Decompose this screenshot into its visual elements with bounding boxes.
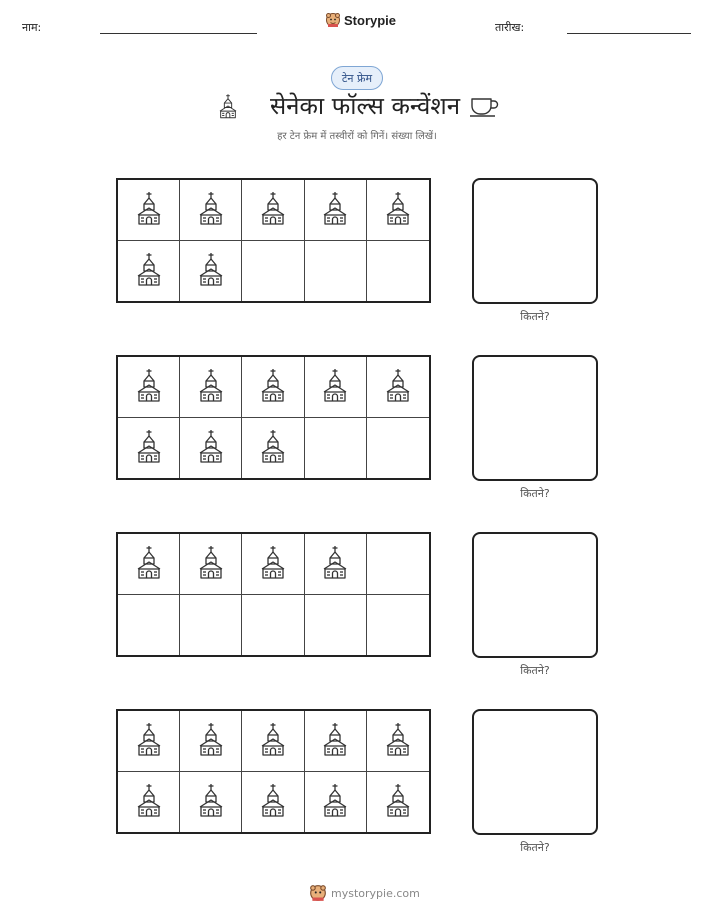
- church-icon: [383, 368, 413, 406]
- answer-box[interactable]: [472, 709, 598, 835]
- ten-frame: [116, 355, 431, 480]
- church-icon: [134, 783, 164, 821]
- church-icon: [258, 429, 288, 467]
- ten-frame-cell: [180, 241, 242, 302]
- page-title: सेनेका फॉल्स कन्वेंशन: [269, 92, 461, 120]
- ten-frame: [116, 532, 431, 657]
- ten-frame-cell: [180, 711, 242, 772]
- church-icon: [320, 191, 350, 229]
- ten-frame-cell: [305, 534, 367, 595]
- ten-frame-cell: [367, 418, 429, 479]
- ten-frame-cell: [180, 180, 242, 241]
- storypie-mascot-icon: [309, 884, 327, 902]
- ten-frame-cell: [118, 711, 180, 772]
- ten-frame-cell: [305, 241, 367, 302]
- ten-frame-cell: [367, 241, 429, 302]
- ten-frame-cell: [242, 357, 304, 418]
- answer-box[interactable]: [472, 532, 598, 658]
- ten-frame-cell: [242, 180, 304, 241]
- ten-frame-cell: [367, 180, 429, 241]
- ten-frame-cell: [242, 595, 304, 656]
- church-icon: [196, 368, 226, 406]
- ten-frame-cell: [180, 772, 242, 833]
- church-icon: [258, 722, 288, 760]
- ten-frame-cell: [242, 241, 304, 302]
- ten-frame-cell: [118, 241, 180, 302]
- church-icon: [134, 252, 164, 290]
- church-icon: [196, 429, 226, 467]
- ten-frame-cell: [242, 711, 304, 772]
- ten-frame-cell: [118, 772, 180, 833]
- ten-frame-cell: [305, 595, 367, 656]
- ten-frame: [116, 178, 431, 303]
- ten-frame: [116, 709, 431, 834]
- instructions: हर टेन फ्रेम में तस्वीरों को गिनें। संख्या लिखें।: [277, 131, 437, 142]
- date-label: तारीख:: [495, 21, 525, 34]
- brand-name: Storypie: [344, 12, 397, 28]
- ten-frame-cell: [118, 418, 180, 479]
- church-icon: [320, 783, 350, 821]
- ten-frame-cell: [305, 711, 367, 772]
- church-icon: [196, 783, 226, 821]
- ten-frame-cell: [118, 357, 180, 418]
- church-icon: [258, 368, 288, 406]
- church-icon: [258, 545, 288, 583]
- name-label: नाम:: [22, 21, 42, 34]
- brand-logo: [325, 12, 396, 28]
- church-icon: [258, 783, 288, 821]
- ten-frame-cell: [118, 595, 180, 656]
- church-icon: [383, 722, 413, 760]
- church-icon: [134, 368, 164, 406]
- church-icon: [134, 191, 164, 229]
- name-line: [100, 33, 257, 34]
- ten-frame-cell: [118, 534, 180, 595]
- church-icon: [196, 722, 226, 760]
- church-icon: [134, 429, 164, 467]
- church-icon: [196, 191, 226, 229]
- church-icon: [258, 191, 288, 229]
- answer-label: कितने?: [520, 664, 550, 677]
- church-icon: [196, 545, 226, 583]
- storypie-mascot-icon: [325, 12, 341, 28]
- teacup-icon: [469, 94, 501, 122]
- ten-frame-cell: [180, 357, 242, 418]
- ten-frame-cell: [242, 772, 304, 833]
- ten-frame-cell: [367, 357, 429, 418]
- footer: [309, 884, 420, 902]
- church-icon: [217, 93, 239, 123]
- answer-box[interactable]: [472, 178, 598, 304]
- church-icon: [320, 722, 350, 760]
- ten-frame-cell: [305, 418, 367, 479]
- church-icon: [320, 368, 350, 406]
- church-icon: [383, 783, 413, 821]
- ten-frame-cell: [305, 357, 367, 418]
- ten-frame-cell: [367, 534, 429, 595]
- ten-frame-cell: [305, 180, 367, 241]
- footer-url: mystorypie.com: [331, 886, 420, 900]
- ten-frame-cell: [242, 418, 304, 479]
- church-icon: [320, 545, 350, 583]
- ten-frame-cell: [180, 534, 242, 595]
- ten-frame-cell: [367, 711, 429, 772]
- answer-label: कितने?: [520, 487, 550, 500]
- church-icon: [134, 722, 164, 760]
- ten-frame-cell: [242, 534, 304, 595]
- answer-label: कितने?: [520, 841, 550, 854]
- ten-frame-cell: [180, 595, 242, 656]
- ten-frame-cell: [367, 772, 429, 833]
- church-icon: [196, 252, 226, 290]
- ten-frame-cell: [367, 595, 429, 656]
- date-line: [567, 33, 691, 34]
- ten-frame-cell: [180, 418, 242, 479]
- ten-frame-cell: [118, 180, 180, 241]
- ten-frame-cell: [305, 772, 367, 833]
- church-icon: [134, 545, 164, 583]
- answer-label: कितने?: [520, 310, 550, 323]
- answer-box[interactable]: [472, 355, 598, 481]
- category-badge: टेन फ्रेम: [331, 66, 383, 90]
- church-icon: [383, 191, 413, 229]
